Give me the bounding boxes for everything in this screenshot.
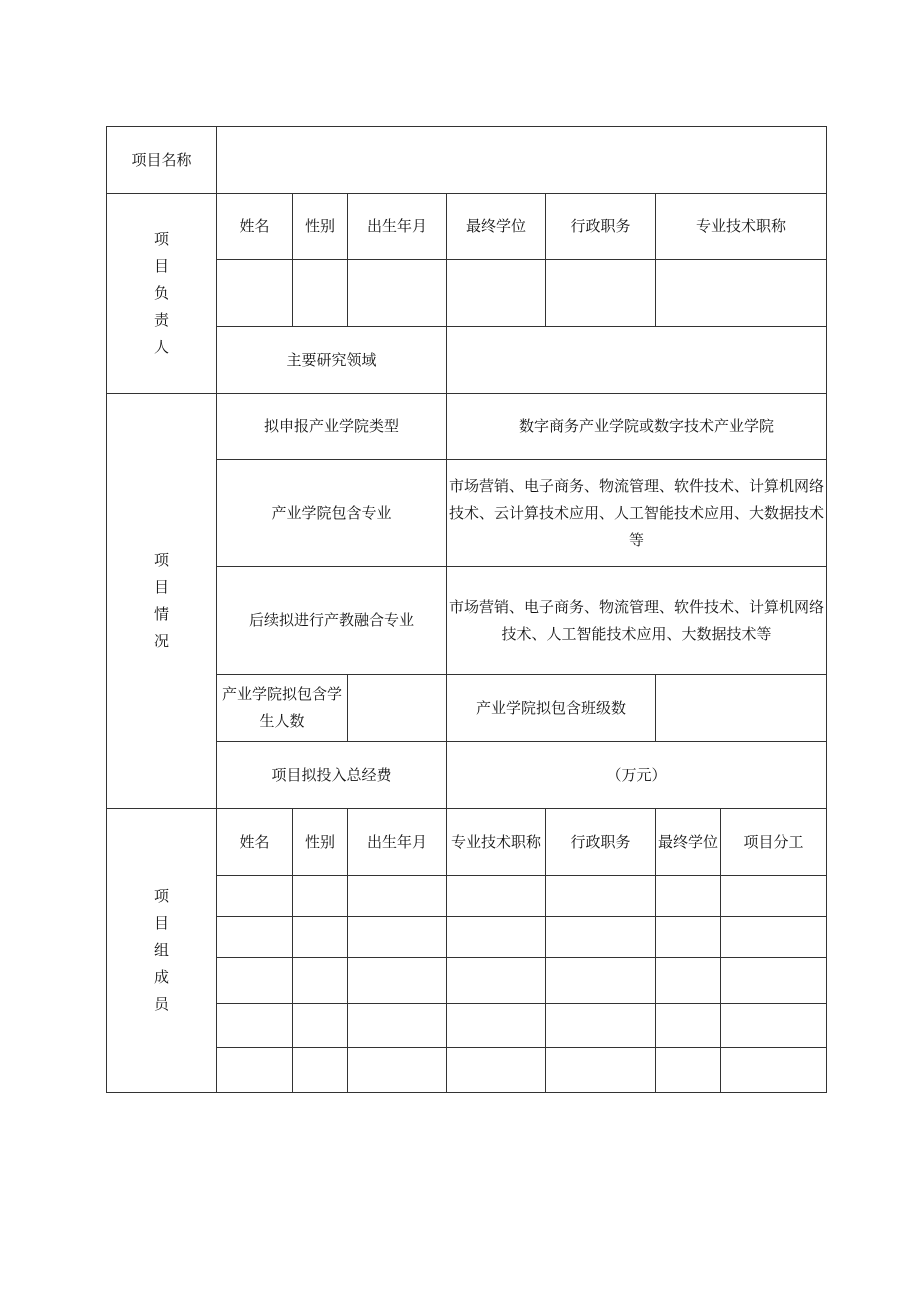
- situation-section-text: 项目情况: [153, 551, 169, 650]
- member-admin-post-field[interactable]: [546, 1004, 656, 1048]
- members-header-name: 姓名: [217, 809, 293, 876]
- member-role-field[interactable]: [721, 1048, 827, 1093]
- leader-header-row: [107, 194, 827, 260]
- research-field-field[interactable]: [447, 327, 827, 394]
- leader-header-degree: 最终学位: [447, 194, 546, 260]
- members-header-gender: 性别: [293, 809, 348, 876]
- member-name-field[interactable]: [217, 958, 293, 1004]
- project-name-row: [107, 127, 827, 194]
- member-birth-field[interactable]: [348, 1048, 447, 1093]
- member-gender-field[interactable]: [293, 1004, 348, 1048]
- leader-gender-field[interactable]: [293, 260, 348, 327]
- follow-up-value[interactable]: 市场营销、电子商务、物流管理、软件技术、计算机网络技术、人工智能技术应用、大数据技术等: [447, 567, 827, 675]
- members-section-label: [107, 809, 217, 1093]
- members-header-row: [107, 809, 827, 876]
- member-admin-post-field[interactable]: [546, 1048, 656, 1093]
- member-role-field[interactable]: [721, 876, 827, 917]
- member-title-field[interactable]: [447, 876, 546, 917]
- member-birth-field[interactable]: [348, 917, 447, 958]
- member-role-field[interactable]: [721, 958, 827, 1004]
- member-birth-field[interactable]: [348, 876, 447, 917]
- member-name-field[interactable]: [217, 917, 293, 958]
- member-birth-field[interactable]: [348, 958, 447, 1004]
- member-name-field[interactable]: [217, 876, 293, 917]
- project-name-label: 项目名称: [107, 127, 217, 194]
- member-degree-field[interactable]: [656, 876, 721, 917]
- students-label: 产业学院拟包含学生人数: [217, 675, 348, 742]
- member-admin-post-field[interactable]: [546, 876, 656, 917]
- member-degree-field[interactable]: [656, 1048, 721, 1093]
- member-degree-field[interactable]: [656, 917, 721, 958]
- member-name-field[interactable]: [217, 1048, 293, 1093]
- member-birth-field[interactable]: [348, 1004, 447, 1048]
- classes-label: 产业学院拟包含班级数: [447, 675, 656, 742]
- member-degree-field[interactable]: [656, 958, 721, 1004]
- leader-section-label: [107, 194, 217, 394]
- member-role-field[interactable]: [721, 917, 827, 958]
- leader-header-birth: 出生年月: [348, 194, 447, 260]
- member-degree-field[interactable]: [656, 1004, 721, 1048]
- leader-header-admin-post: 行政职务: [546, 194, 656, 260]
- members-header-title: 专业技术职称: [447, 809, 546, 876]
- students-field[interactable]: [348, 675, 447, 742]
- member-title-field[interactable]: [447, 1004, 546, 1048]
- majors-value[interactable]: 市场营销、电子商务、物流管理、软件技术、计算机网络技术、云计算技术应用、人工智能技术应用、大数据技术等: [447, 460, 827, 567]
- budget-label: 项目拟投入总经费: [217, 742, 447, 809]
- members-header-degree: 最终学位: [656, 809, 721, 876]
- member-title-field[interactable]: [447, 1048, 546, 1093]
- college-type-value[interactable]: 数字商务产业学院或数字技术产业学院: [447, 394, 827, 460]
- leader-header-title: 专业技术职称: [656, 194, 827, 260]
- member-role-field[interactable]: [721, 1004, 827, 1048]
- leader-name-field[interactable]: [217, 260, 293, 327]
- project-name-field[interactable]: [217, 127, 827, 194]
- research-field-label: 主要研究领域: [217, 327, 447, 394]
- leader-degree-field[interactable]: [447, 260, 546, 327]
- majors-label: 产业学院包含专业: [217, 460, 447, 567]
- leader-birth-field[interactable]: [348, 260, 447, 327]
- leader-section-text: 项目负责人: [153, 230, 169, 356]
- members-header-birth: 出生年月: [348, 809, 447, 876]
- classes-field[interactable]: [656, 675, 827, 742]
- college-type-label: 拟申报产业学院类型: [217, 394, 447, 460]
- member-admin-post-field[interactable]: [546, 917, 656, 958]
- member-admin-post-field[interactable]: [546, 958, 656, 1004]
- member-gender-field[interactable]: [293, 1048, 348, 1093]
- members-section-text: 项目组成员: [153, 887, 169, 1013]
- leader-admin-post-field[interactable]: [546, 260, 656, 327]
- member-title-field[interactable]: [447, 917, 546, 958]
- budget-field[interactable]: （万元）: [447, 742, 827, 809]
- follow-up-label: 后续拟进行产教融合专业: [217, 567, 447, 675]
- leader-title-field[interactable]: [656, 260, 827, 327]
- members-header-role: 项目分工: [721, 809, 827, 876]
- member-title-field[interactable]: [447, 958, 546, 1004]
- college-type-row: [107, 394, 827, 460]
- leader-header-name: 姓名: [217, 194, 293, 260]
- leader-header-gender: 性别: [293, 194, 348, 260]
- situation-section-label: [107, 394, 217, 809]
- members-header-admin-post: 行政职务: [546, 809, 656, 876]
- application-form-table: [106, 126, 827, 1093]
- member-name-field[interactable]: [217, 1004, 293, 1048]
- member-gender-field[interactable]: [293, 917, 348, 958]
- member-gender-field[interactable]: [293, 876, 348, 917]
- member-gender-field[interactable]: [293, 958, 348, 1004]
